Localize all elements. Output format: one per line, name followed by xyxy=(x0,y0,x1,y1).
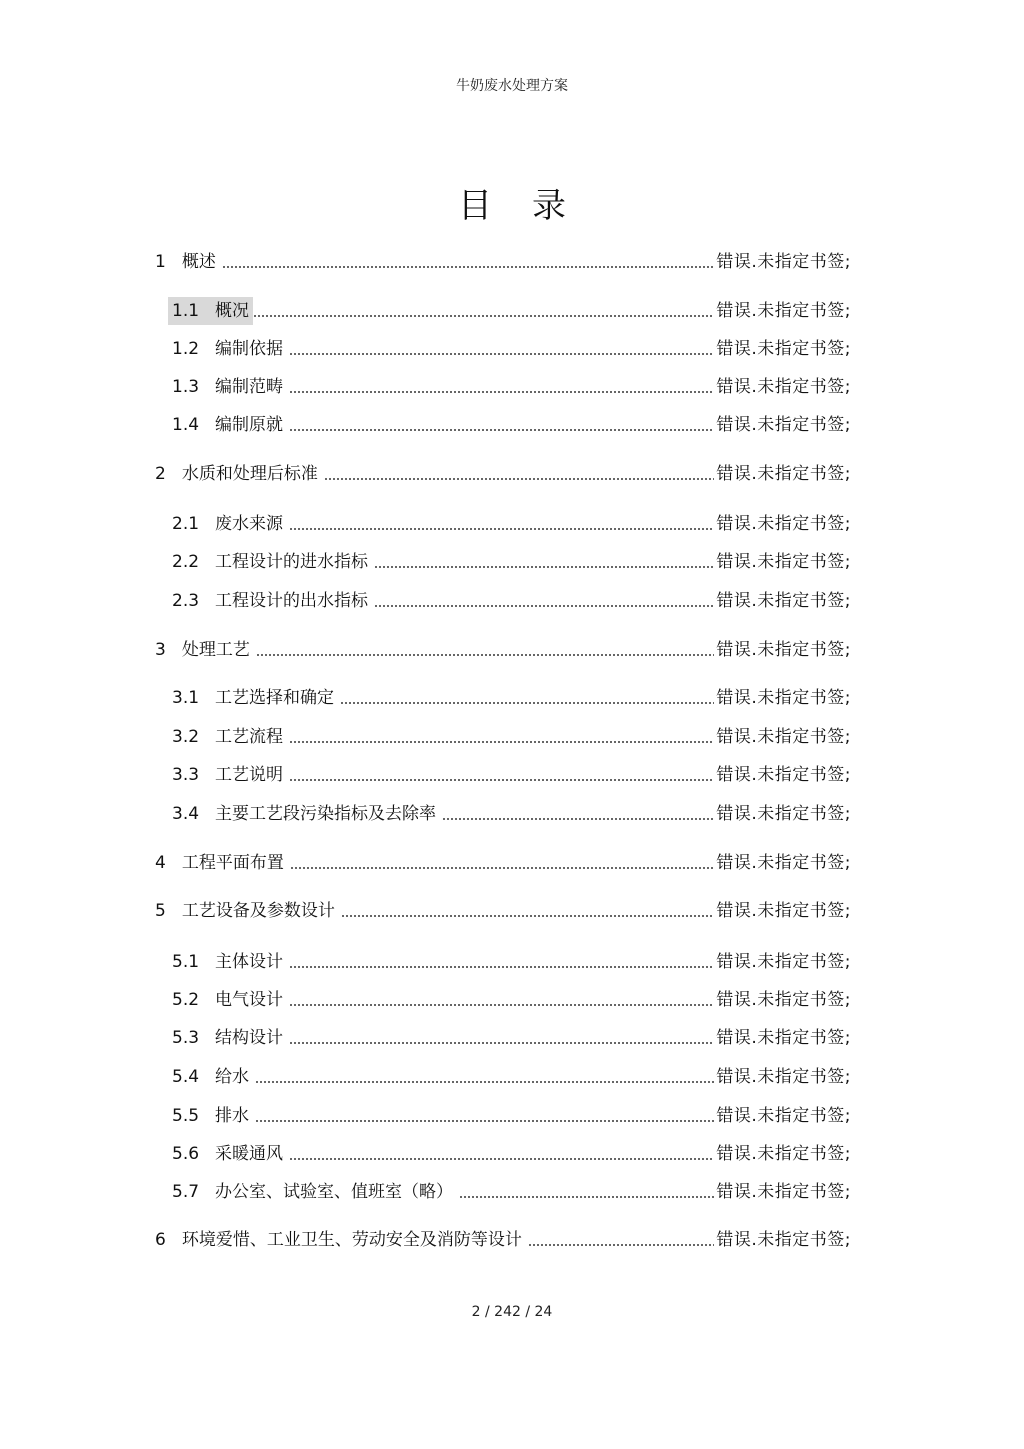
page-header: 牛奶废水处理方案 xyxy=(456,78,568,94)
toc-entry-label xyxy=(168,297,253,325)
toc-entry-number: 5.1 xyxy=(172,952,200,972)
toc-entry[interactable] xyxy=(172,1024,851,1052)
toc-entry-label xyxy=(172,948,289,976)
toc-entry-title: 工程平面布置 xyxy=(181,853,284,873)
toc-entry-label xyxy=(172,1063,255,1091)
toc-entry-number: 1.4 xyxy=(172,415,200,435)
toc-entry-title: 编制依据 xyxy=(215,339,284,359)
toc-entry-label xyxy=(172,1178,459,1206)
toc-entry-label xyxy=(155,636,256,664)
toc-entry-label xyxy=(155,897,341,925)
toc-dot-leader xyxy=(289,429,714,431)
toc-entry-label xyxy=(172,335,289,363)
toc-entry[interactable] xyxy=(172,510,851,538)
toc-entry-label xyxy=(172,587,374,615)
toc-entry[interactable] xyxy=(172,297,851,325)
toc-entry-page-ref: 错误.未指定书签; xyxy=(716,252,851,272)
toc-entry-page-ref: 错误.未指定书签; xyxy=(716,1106,851,1126)
toc-entry-number: 3 xyxy=(155,640,166,660)
toc-entry-number: 5 xyxy=(155,901,166,921)
toc-entry-label xyxy=(172,1140,289,1168)
toc-entry-number: 2.1 xyxy=(172,514,200,534)
toc-entry-page-ref: 错误.未指定书签; xyxy=(716,1230,851,1250)
toc-dot-leader xyxy=(289,353,714,355)
toc-entry-page-ref: 错误.未指定书签; xyxy=(716,514,851,534)
toc-entry-page-ref: 错误.未指定书签; xyxy=(716,552,851,572)
toc-entry-label xyxy=(172,510,289,538)
toc-dot-leader xyxy=(289,966,714,968)
toc-dot-leader xyxy=(341,915,715,917)
toc-dot-leader xyxy=(255,1120,714,1122)
toc-entry[interactable] xyxy=(172,800,851,828)
toc-entry-number: 5.7 xyxy=(172,1182,200,1202)
toc-entry-page-ref: 错误.未指定书签; xyxy=(716,377,851,397)
toc-entry-number: 5.3 xyxy=(172,1028,200,1048)
toc-dot-leader xyxy=(256,654,715,656)
toc-entry[interactable] xyxy=(155,460,851,488)
toc-entry-number: 3.4 xyxy=(172,804,200,824)
toc-dot-leader xyxy=(255,1081,714,1083)
toc-entry-title: 编制原就 xyxy=(215,415,284,435)
page-footer: 2 / 242 / 24 xyxy=(471,1304,553,1320)
toc-entry[interactable] xyxy=(155,849,851,877)
toc-entry-page-ref: 错误.未指定书签; xyxy=(716,853,851,873)
toc-entry-number: 1.1 xyxy=(172,301,200,321)
toc-entry-number: 5.5 xyxy=(172,1106,200,1126)
toc-entry-number: 5.6 xyxy=(172,1144,200,1164)
toc-entry[interactable] xyxy=(172,335,851,363)
toc-entry-title: 工程设计的进水指标 xyxy=(215,552,369,572)
toc-entry-number: 6 xyxy=(155,1230,166,1250)
toc-entry-title: 工艺设备及参数设计 xyxy=(181,901,335,921)
toc-entry[interactable] xyxy=(172,548,851,576)
toc-entry-page-ref: 错误.未指定书签; xyxy=(716,415,851,435)
toc-entry-page-ref: 错误.未指定书签; xyxy=(716,901,851,921)
toc-dot-leader xyxy=(442,818,714,820)
toc-dot-leader xyxy=(374,566,714,568)
toc-entry-page-ref: 错误.未指定书签; xyxy=(716,952,851,972)
toc-dot-leader xyxy=(289,741,714,743)
toc-entry-number: 1.2 xyxy=(172,339,200,359)
toc-entry-number: 3.2 xyxy=(172,727,200,747)
toc-entry-title: 概况 xyxy=(215,301,250,321)
toc-entry[interactable] xyxy=(172,587,851,615)
toc-entry-title: 主要工艺段污染指标及去除率 xyxy=(215,804,437,824)
toc-entry-label xyxy=(155,1226,528,1254)
toc-entry-page-ref: 错误.未指定书签; xyxy=(716,765,851,785)
toc-dot-leader xyxy=(528,1244,715,1246)
toc-entry[interactable] xyxy=(172,761,851,789)
toc-entry[interactable] xyxy=(172,986,851,1014)
toc-entry[interactable] xyxy=(172,1102,851,1130)
toc-dot-leader xyxy=(459,1196,714,1198)
toc-entry-page-ref: 错误.未指定书签; xyxy=(716,339,851,359)
toc-entry-title: 概述 xyxy=(181,252,216,272)
toc-dot-leader xyxy=(289,1158,714,1160)
toc-entry[interactable] xyxy=(155,1226,851,1254)
toc-dot-leader xyxy=(340,702,714,704)
toc-entry[interactable] xyxy=(172,948,851,976)
toc-entry-title: 结构设计 xyxy=(215,1028,284,1048)
toc-entry-label xyxy=(172,548,374,576)
toc-entry-label xyxy=(172,411,289,439)
toc-entry[interactable] xyxy=(172,723,851,751)
toc-entry[interactable] xyxy=(155,636,851,664)
toc-entry-title: 环境爱惜、工业卫生、劳动安全及消防等设计 xyxy=(181,1230,522,1250)
toc-dot-leader xyxy=(289,1004,714,1006)
toc-entry[interactable] xyxy=(155,248,851,276)
toc-entry-page-ref: 错误.未指定书签; xyxy=(716,688,851,708)
toc-dot-leader xyxy=(289,528,714,530)
toc-dot-leader xyxy=(222,266,715,268)
toc-entry-number: 4 xyxy=(155,853,166,873)
toc-entry-title: 废水来源 xyxy=(215,514,284,534)
toc-entry-title: 水质和处理后标准 xyxy=(181,464,318,484)
toc-entry-label xyxy=(172,684,340,712)
toc-entry-page-ref: 错误.未指定书签; xyxy=(716,591,851,611)
toc-entry-label xyxy=(172,373,289,401)
toc-entry-title: 工艺选择和确定 xyxy=(215,688,335,708)
toc-entry-title: 排水 xyxy=(215,1106,250,1126)
toc-entry-number: 3.1 xyxy=(172,688,200,708)
toc-entry-label xyxy=(155,248,222,276)
toc-entry-title: 主体设计 xyxy=(215,952,284,972)
toc-entry[interactable] xyxy=(155,897,851,925)
toc-entry-page-ref: 错误.未指定书签; xyxy=(716,640,851,660)
toc-dot-leader xyxy=(289,391,714,393)
toc-dot-leader xyxy=(290,867,715,869)
toc-entry-title: 工艺流程 xyxy=(215,727,284,747)
toc-entry[interactable] xyxy=(172,1140,851,1168)
toc-entry-title: 工艺说明 xyxy=(215,765,284,785)
toc-entry-title: 给水 xyxy=(215,1067,250,1087)
toc-entry-page-ref: 错误.未指定书签; xyxy=(716,1182,851,1202)
toc-entry-number: 5.2 xyxy=(172,990,200,1010)
toc-entry-number: 2 xyxy=(155,464,166,484)
toc-entry-page-ref: 错误.未指定书签; xyxy=(716,990,851,1010)
toc-entry[interactable] xyxy=(172,373,851,401)
toc-dot-leader xyxy=(374,605,714,607)
toc-entry-number: 2.3 xyxy=(172,591,200,611)
toc-entry-label xyxy=(172,1102,255,1130)
toc-dot-leader xyxy=(253,315,714,317)
toc-entry-page-ref: 错误.未指定书签; xyxy=(716,1144,851,1164)
toc-entry-label xyxy=(172,986,289,1014)
toc-entry-page-ref: 错误.未指定书签; xyxy=(716,464,851,484)
toc-entry-page-ref: 错误.未指定书签; xyxy=(716,301,851,321)
toc-dot-leader xyxy=(324,478,715,480)
toc-entry-label xyxy=(172,723,289,751)
toc-entry[interactable] xyxy=(172,1063,851,1091)
toc-entry-number: 5.4 xyxy=(172,1067,200,1087)
toc-entry-number: 1.3 xyxy=(172,377,200,397)
toc-entry-label xyxy=(172,1024,289,1052)
toc-entry-number: 3.3 xyxy=(172,765,200,785)
page-title: 目录 xyxy=(458,186,606,226)
toc-entry-number: 1 xyxy=(155,252,166,272)
toc-entry-page-ref: 错误.未指定书签; xyxy=(716,1028,851,1048)
toc-entry-title: 工程设计的出水指标 xyxy=(215,591,369,611)
toc-dot-leader xyxy=(289,779,714,781)
toc-entry[interactable] xyxy=(172,684,851,712)
toc-entry-label xyxy=(155,849,290,877)
toc-entry-title: 编制范畴 xyxy=(215,377,284,397)
toc-entry-page-ref: 错误.未指定书签; xyxy=(716,804,851,824)
toc-entry-title: 采暖通风 xyxy=(215,1144,284,1164)
toc-entry-title: 电气设计 xyxy=(215,990,284,1010)
toc-entry-label xyxy=(172,800,442,828)
toc-entry-label xyxy=(172,761,289,789)
toc-entry-label xyxy=(155,460,324,488)
toc-entry-title: 办公室、试验室、值班室（略） xyxy=(215,1182,454,1202)
toc-entry-page-ref: 错误.未指定书签; xyxy=(716,1067,851,1087)
toc-entry-number: 2.2 xyxy=(172,552,200,572)
toc-entry[interactable] xyxy=(172,1178,851,1206)
toc-entry[interactable] xyxy=(172,411,851,439)
toc-dot-leader xyxy=(289,1042,714,1044)
toc-entry-title: 处理工艺 xyxy=(181,640,250,660)
toc-entry-page-ref: 错误.未指定书签; xyxy=(716,727,851,747)
